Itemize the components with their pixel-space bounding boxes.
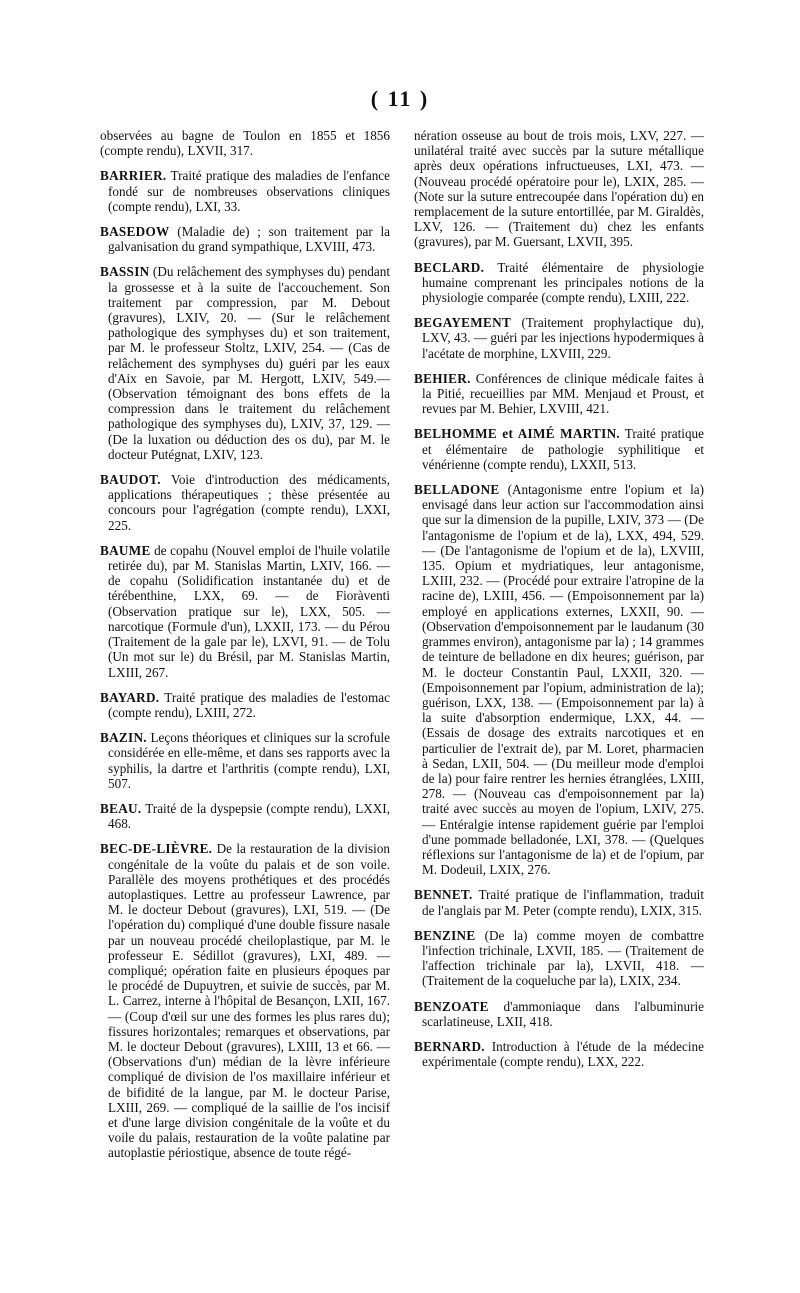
entry-text: Voie d'introduction des médicaments, applications thérapeutiques ; thèse présentée au concours pour l'agrégation (compte rendu), LXXI, 225. [108,472,390,533]
entry-heading: BAYARD. [100,689,160,705]
right-column [414,128,704,1079]
left-column [100,128,390,1171]
index-entry [414,315,704,361]
index-entry [100,841,390,1160]
entry-text: De la restauration de la division congénitale de la voûte du palais et de son voile. Parallèle des moyens prothétiques et des procédés autoplastiques. Lettre au professeur Lawrence, par M. le docteur Debout (gravures), LXI, 519. — (De l'opération du) compliqué d'une double fissure nasale par un nouveau procédé cheiloplastique, par M. le professeur E. Sédillot (gravures), LXI, 489. — compliqué; opération faite en plusieurs époques par le procédé de Dupuytren, et suivie de succès, par M. L. Carrez, interne à l'hôpital de Besançon, LXII, 167. — (Coup d'œil sur une des formes les plus rares du); fissures horizontales; remarques et observations, par M. le docteur Debout (gravures), LXIII, 13 et 66. — (Observations d'un) médian de la lèvre inférieure compliqué de division de l'os maxillaire inférieur et de bifidité de la langue, par M. le docteur Parise, LXIII, 269. — compliqué de la saillie de l'os incisif et d'une large division congénitale de la voûte et du voile du palais, restauration de la voûte palatine par autoplastie périostique, absence de toute régé- [108,841,391,1161]
index-entry [100,543,390,680]
entry-heading: BEHIER. [414,370,471,386]
entry-text: Traité pratique et élémentaire de pathologie syphilitique et vénérienne (compte rendu), LXXII, 513. [422,426,704,472]
entry-heading: BEAU. [100,800,142,816]
index-entry [100,168,390,214]
entry-text: Conférences de clinique médicale faites à la Pitié, recueillies par MM. Menjaud et Proust, et revues par M. Behier, LXVIII, 421. [422,370,704,417]
entry-heading: BECLARD. [414,259,485,275]
entry-text: Traité pratique de l'inflammation, traduit de l'anglais par M. Peter (compte rendu), LXIX, 315. [422,887,704,918]
entry-text: Traité pratique des maladies de l'estomac (compte rendu), LXIII, 272. [108,689,390,720]
entry-text: de copahu (Nouvel emploi de l'huile volatile retirée du), par M. Stanislas Martin, LXIV, 166. — de copahu (Solidification instantanée du) et de térébenthine, LXX, 69. — de Fioràventi (Observation pratique sur le), LXX, 505. — narcotique (Formule d'un), LXXII, 173. — du Pérou (Traitement de la gale par le), LXVI, 91. — de Tolu (Un mot sur le) du Brésil, par M. Stanislas Martin, LXIII, 267. [108,542,391,680]
entry-text: Traité de la dyspepsie (compte rendu), LXXI, 468. [108,800,390,832]
entry-heading: BEC-DE-LIÈVRE. [100,841,213,857]
index-entry [414,1039,704,1069]
entry-heading: BENNET. [414,887,473,903]
entry-heading: BASEDOW [100,224,170,240]
entry-heading: BASSIN [100,264,150,280]
page-number: ( 11 ) [370,86,430,111]
entry-text: (Antagonisme entre l'opium et la) envisagé dans leur action sur l'accommodation ainsi que sur la dimension de la pupille, LXIV, 373 — (De l'antagonisme de l'opium et de la), LXX, 494, 529. — (De l'antagonisme de l'opium et de la), LXVIII, 135. Opium et mydriatiques, leur antagonisme, LXIII, 232. — (Procédé pour extraire l'atropine de la racine de), LXIII, 456. — (Empoisonnement par la) employé en applications externes, LXXII, 90. — (Observation d'empoisonnement par le laudanum (30 grammes environ), antagonisme par la) ; 14 grammes de teinture de belladone en dix heures; guérison, par M. le docteur Constantin Paul, LXXII, 320. — (Empoisonnement par l'opium, administration de la); guérison, LXX, 138. — (Empoisonnement par la) à la suite d'absorption endermique, LXX, 44. — (Essais de dosage des extraits narcotiques et en particulier de l'extrait de), par M. Loret, pharmacien à Sedan, LXII, 504. — (Du meilleur mode d'emploi de la) pour faire rentrer les hernies étranglées, LXIII, 278. — (Nouveau cas d'empoisonnement par la) traité avec succès au moyen de l'opium, LXIV, 275. — Entéralgie intense rapidement guérie par l'emploi d'une pommade belladonée, LXI, 378. — (Quelques réflexions sur l'antagonisme de la) et de l'opium, par M. Dodeuil, LXIX, 276. [422,482,704,878]
index-entry [414,426,704,472]
index-entry [100,264,390,462]
entry-text: Leçons théoriques et cliniques sur la scrofule considérée en elle-même, et dans ses rapports avec la syphilis, la dartre et l'arthritis (compte rendu), LXI, 507. [108,730,390,791]
entry-heading: BENZINE [414,927,476,943]
index-entry [414,260,704,306]
index-entry [100,730,390,791]
index-entry [414,887,704,917]
entry-heading: BENZOATE [414,998,489,1014]
index-entry [414,928,704,989]
entry-text: observées au bagne de Toulon en 1855 et 1856 (compte rendu), LXVII, 317. [100,128,390,159]
index-entry [100,472,390,533]
index-entry [100,801,390,831]
entry-text: (Du relâchement des symphyses du) pendant la grossesse et à la suite de l'accouchement. Son traitement par compression, par M. Debout (gravures), LXIV, 20. — (Sur le relâchement pathologique des symphyses du) et son traitement, par M. le professeur Stoltz, LXIV, 254. — (Cas de relâchement des symphyses du) guéri par les eaux d'Aix en Savoie, par M. Hergott, LXIV, 549.—(Observation témoignant des bons effets de la compression dans le traitement du relâchement pathologique des symphyses du), LXIV, 37, 129. — (De la luxation ou déduction des os du), par M. le docteur Putégnat, LXIV, 123. [108,264,390,462]
entry-text: nération osseuse au bout de trois mois, LXV, 227. — unilatéral traité avec succès par la suture métallique après deux opérations infructueuses, LXI, 473. — (Nouveau procédé opératoire pour le), LXIX, 285. — (Note sur la suture entrecoupée dans l'opération du) en remplacement de la suture entortillée, par M. Giraldès, LXV, 126. — (Traitement du) chez les enfants (gravures), par M. Guersant, LXVII, 395. [414,128,704,250]
index-entry [414,999,704,1029]
entry-text: Introduction à l'étude de la médecine expérimentale (compte rendu), LXX, 222. [422,1038,704,1070]
entry-heading: BEGAYEMENT [414,315,512,331]
index-entry [100,690,390,720]
entry-text: Traité élémentaire de physiologie humaine comprenant les principales notions de la physiologie comparée (compte rendu), LXIII, 222. [422,259,704,306]
entry-text: (Maladie de) ; son traitement par la galvanisation du grand sympathique, LXVIII, 473. [108,224,390,255]
entry-text: Traité pratique des maladies de l'enfance fondé sur de nombreuses observations cliniques (compte rendu), LXI, 33. [108,168,391,214]
entry-heading: BELHOMME et AIMÉ MARTIN. [414,426,620,442]
entry-heading: BAUME [100,542,151,558]
entry-heading: BERNARD. [414,1038,485,1054]
index-entry [414,482,704,877]
entry-heading: BELLADONE [414,482,500,498]
entry-heading: BAUDOT. [100,472,161,488]
index-entry [414,371,704,417]
entry-text: (De la) comme moyen de combattre l'infection trichinale, LXVII, 185. — (Traitement de l'affection trichinale par la), LXVII, 418. — (Traitement de la coqueluche par la), LXIX, 234. [422,927,705,989]
entry-text: d'ammoniaque dans l'albuminurie scarlatineuse, LXII, 418. [422,998,704,1029]
entry-heading: BARRIER. [100,168,167,184]
entry-heading: BAZIN. [100,730,147,746]
index-entry [100,128,390,158]
index-entry [414,128,704,250]
entry-text: (Traitement prophylactique du), LXV, 43. — guéri par les injections hypodermiques à l'acétate de morphine, LXVIII, 229. [422,315,704,361]
index-entry [100,224,390,254]
